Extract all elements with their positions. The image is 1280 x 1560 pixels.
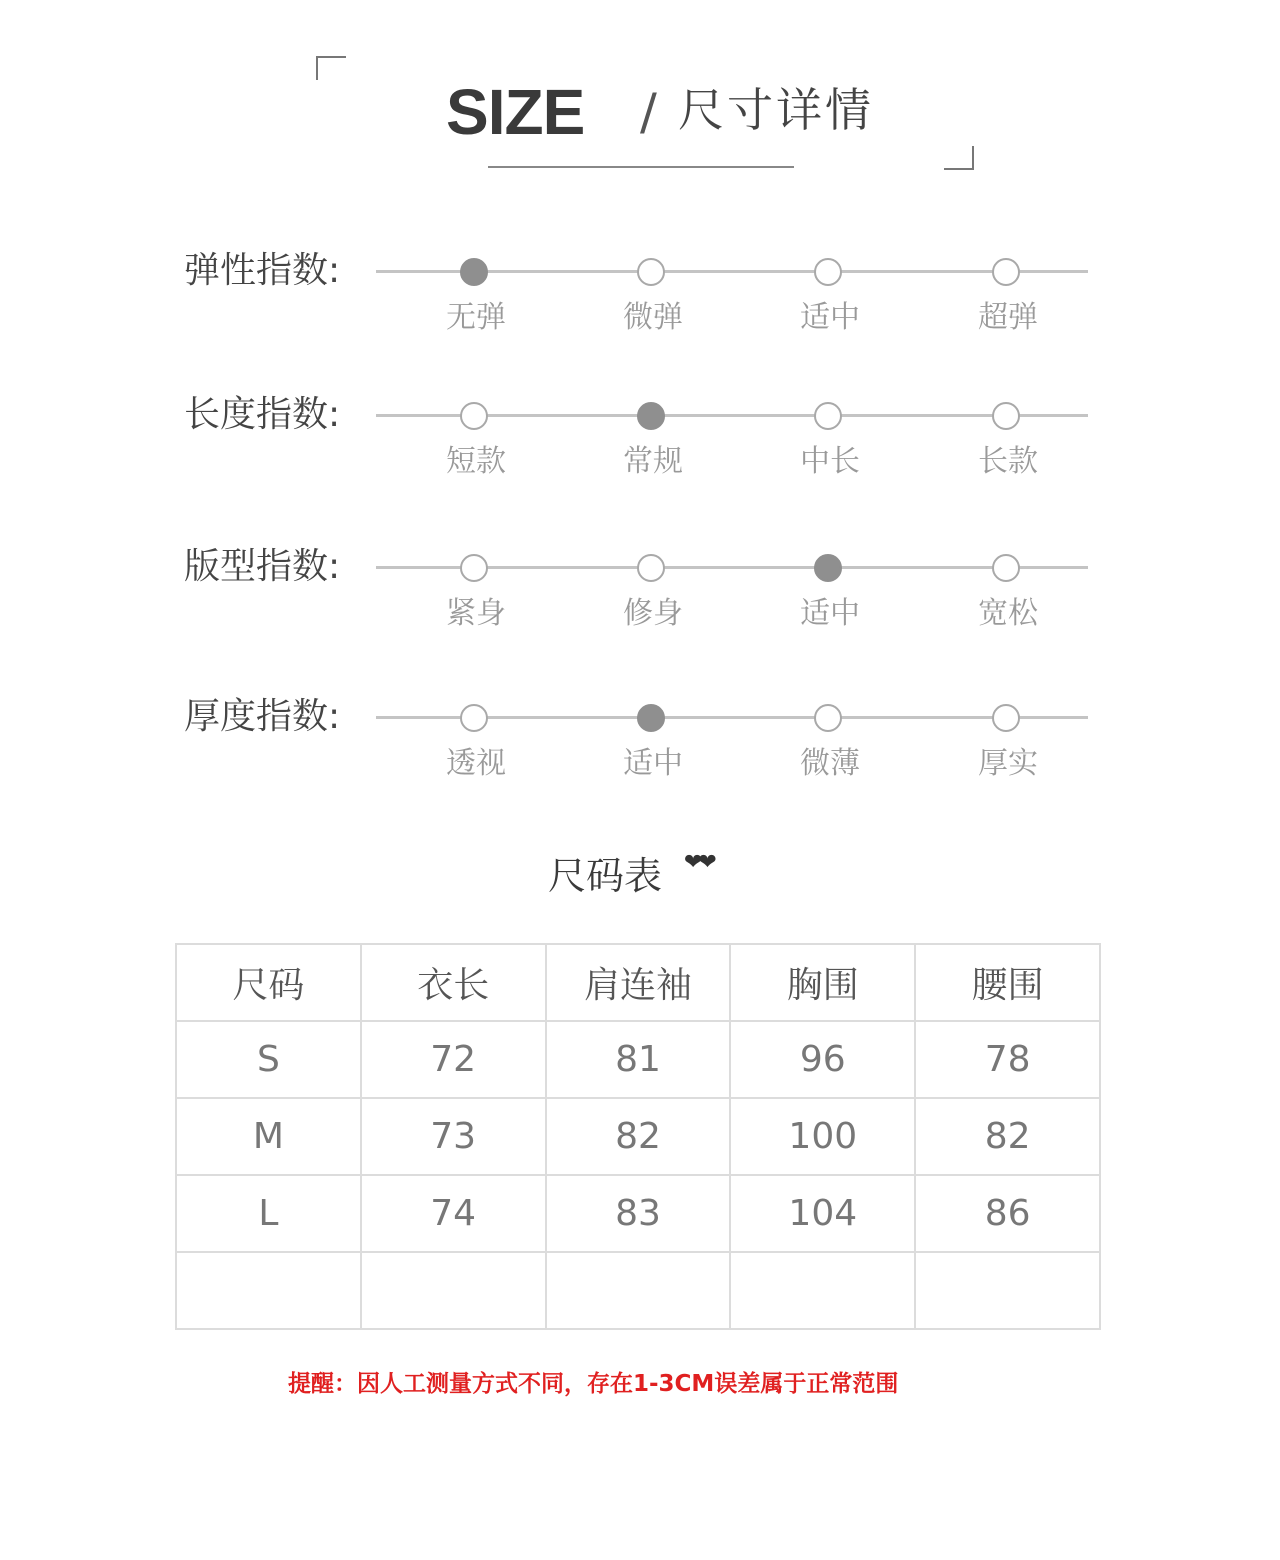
index-row (0, 544, 1280, 664)
size-title-cn: 尺寸详情 (678, 83, 874, 137)
table-header-cell: 尺码 (176, 944, 361, 1021)
index-row (0, 694, 1280, 814)
title-slash: / (640, 83, 657, 141)
title-underline (488, 166, 794, 168)
index-option-label: 适中 (623, 746, 683, 781)
hearts-icon: ❤❤ (684, 850, 713, 875)
table-header-cell: 腰围 (915, 944, 1100, 1021)
index-row (0, 392, 1280, 512)
unselected-dot-icon (992, 402, 1020, 430)
unselected-dot-icon (814, 704, 842, 732)
table-header-cell: 胸围 (730, 944, 915, 1021)
index-option-label: 透视 (446, 746, 506, 781)
unselected-dot-icon (814, 258, 842, 286)
unselected-dot-icon (637, 554, 665, 582)
table-cell: 104 (730, 1175, 915, 1252)
table-cell (176, 1252, 361, 1329)
table-header-cell: 衣长 (361, 944, 546, 1021)
index-option-label: 宽松 (978, 596, 1038, 631)
table-cell: 82 (546, 1098, 731, 1175)
table-cell: 86 (915, 1175, 1100, 1252)
table-row (176, 1252, 1100, 1329)
table-row (176, 1098, 1100, 1175)
table-cell: 100 (730, 1098, 915, 1175)
table-header-cell: 肩连袖 (546, 944, 731, 1021)
size-table (175, 943, 1101, 1330)
table-cell: 83 (546, 1175, 731, 1252)
index-option-label: 厚实 (978, 746, 1038, 781)
index-label: 长度指数: (184, 394, 341, 435)
table-cell: 82 (915, 1098, 1100, 1175)
table-cell: 78 (915, 1021, 1100, 1098)
index-label: 版型指数: (184, 546, 341, 587)
unselected-dot-icon (814, 402, 842, 430)
index-option-label: 紧身 (446, 596, 506, 631)
table-cell: 74 (361, 1175, 546, 1252)
index-label: 弹性指数: (184, 250, 341, 291)
unselected-dot-icon (992, 554, 1020, 582)
unselected-dot-icon (992, 258, 1020, 286)
table-cell: M (176, 1098, 361, 1175)
table-row (176, 1021, 1100, 1098)
index-option-label: 短款 (446, 444, 506, 479)
table-cell: 73 (361, 1098, 546, 1175)
index-row (0, 248, 1280, 368)
selected-dot-icon (460, 258, 488, 286)
index-option-label: 修身 (623, 596, 683, 631)
measurement-note: 提醒：因人工测量方式不同，存在1-3CM误差属于正常范围 (288, 1371, 899, 1397)
corner-bracket-top-left (316, 56, 346, 80)
index-option-label: 微薄 (800, 746, 860, 781)
table-cell (361, 1252, 546, 1329)
table-cell (546, 1252, 731, 1329)
table-cell: L (176, 1175, 361, 1252)
unselected-dot-icon (460, 704, 488, 732)
table-cell (730, 1252, 915, 1329)
index-option-label: 无弹 (446, 300, 506, 335)
index-option-label: 超弹 (978, 300, 1038, 335)
table-cell: 72 (361, 1021, 546, 1098)
index-option-label: 适中 (800, 300, 860, 335)
table-row (176, 1175, 1100, 1252)
unselected-dot-icon (637, 258, 665, 286)
table-cell (915, 1252, 1100, 1329)
index-option-label: 微弹 (623, 300, 683, 335)
selected-dot-icon (637, 402, 665, 430)
unselected-dot-icon (992, 704, 1020, 732)
index-option-label: 适中 (800, 596, 860, 631)
unselected-dot-icon (460, 402, 488, 430)
table-cell: S (176, 1021, 361, 1098)
table-header-row (176, 944, 1100, 1021)
index-option-label: 中长 (800, 444, 860, 479)
unselected-dot-icon (460, 554, 488, 582)
selected-dot-icon (637, 704, 665, 732)
index-label: 厚度指数: (184, 696, 341, 737)
table-cell: 81 (546, 1021, 731, 1098)
index-option-label: 常规 (623, 444, 683, 479)
table-cell: 96 (730, 1021, 915, 1098)
index-option-label: 长款 (978, 444, 1038, 479)
size-table-title: 尺码表 (548, 854, 663, 898)
selected-dot-icon (814, 554, 842, 582)
table-body (176, 1021, 1100, 1329)
corner-bracket-bottom-right (944, 146, 974, 170)
size-title-en: SIZE (446, 76, 585, 148)
